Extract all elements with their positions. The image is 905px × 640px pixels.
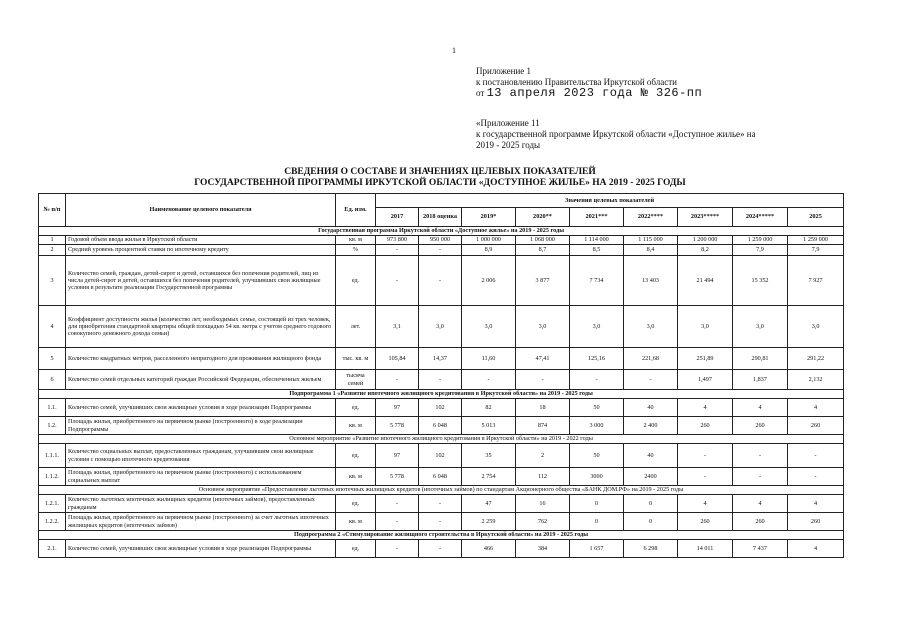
header-year: 2017 <box>376 208 419 227</box>
header-year: 2021*** <box>570 208 624 227</box>
value-cell: 466 <box>462 540 516 558</box>
value-cell: - <box>376 245 419 256</box>
row-number: 5 <box>39 348 66 370</box>
value-cell: 260 <box>678 417 733 435</box>
value-cell: 1 259 000 <box>733 236 788 245</box>
value-cell: 0 <box>570 513 624 531</box>
value-cell: 50 <box>570 444 624 468</box>
value-cell: 105,84 <box>376 348 419 370</box>
value-cell: 2 <box>516 444 570 468</box>
value-cell: 1,837 <box>733 370 788 390</box>
value-cell: 7 437 <box>733 540 788 558</box>
header-year: 2020** <box>516 208 570 227</box>
section-title: Основное мероприятие «Предоставление льготных ипотечных жилищных кредитов (ипотечных займов) по стандартам Акционерного общества «БАНК ДОМ.РФ» на 2019 - 2025 годы <box>39 486 844 495</box>
unit-cell: тысяча семей <box>336 370 376 390</box>
value-cell: 8,9 <box>462 245 516 256</box>
value-cell: 7,9 <box>788 245 844 256</box>
value-cell: 125,16 <box>570 348 624 370</box>
value-cell: 4 <box>678 399 733 417</box>
table-row <box>39 245 844 256</box>
unit-cell: кв. м <box>336 417 376 435</box>
value-cell: 4 <box>733 399 788 417</box>
header-num: № п/п <box>39 194 66 227</box>
value-cell: 40 <box>624 444 678 468</box>
value-cell: 6 048 <box>419 417 462 435</box>
value-cell: - <box>376 513 419 531</box>
value-cell: 6 048 <box>419 468 462 486</box>
value-cell: 15 352 <box>733 256 788 306</box>
document-title <box>60 167 820 189</box>
unit-cell: лет. <box>336 306 376 348</box>
value-cell: - <box>678 444 733 468</box>
value-cell: - <box>419 256 462 306</box>
value-cell: - <box>788 444 844 468</box>
table-row <box>39 540 844 558</box>
value-cell: 0 <box>624 513 678 531</box>
unit-cell: ед. <box>336 540 376 558</box>
title-line-1: СВЕДЕНИЯ О СОСТАВЕ И ЗНАЧЕНИЯХ ЦЕЛЕВЫХ ПОКАЗАТЕЛЕЙ <box>284 167 596 177</box>
header-year: 2019* <box>462 208 516 227</box>
value-cell: 8,7 <box>516 245 570 256</box>
value-cell: 1 068 000 <box>516 236 570 245</box>
page-number: 1 <box>452 46 456 55</box>
value-cell: - <box>376 495 419 513</box>
value-cell: 290,81 <box>733 348 788 370</box>
table-row <box>39 236 844 245</box>
indicator-name: Количество семей, граждан, детей-сирот и детей, оставшихся без попечения родителей, лиц из числа детей-сирот и детей, оставшихся без попечения родителей, улучшивших свои жилищные условия в результате реализации Государственной программы <box>66 256 336 306</box>
value-cell: 5 013 <box>462 417 516 435</box>
table-row <box>39 370 844 390</box>
section-row <box>39 531 844 540</box>
program-appendix-line2: к государственной программе Иркутской области «Доступное жилье» на <box>476 129 756 139</box>
value-cell: 11,60 <box>462 348 516 370</box>
unit-cell: кв. м <box>336 513 376 531</box>
indicator-name: Количество социальных выплат, предоставленных гражданам, улучшившим свои жилищные условия с помощью ипотечного кредитования <box>66 444 336 468</box>
row-number: 1.1. <box>39 399 66 417</box>
row-number: 1.2.1. <box>39 495 66 513</box>
appendix-label: Приложение 1 <box>476 66 532 76</box>
value-cell: 50 <box>570 399 624 417</box>
value-cell: 8,4 <box>624 245 678 256</box>
unit-cell: кв. м <box>336 468 376 486</box>
program-appendix-header <box>476 118 756 151</box>
value-cell: 4 <box>788 399 844 417</box>
value-cell: 1 114 000 <box>570 236 624 245</box>
indicator-name: Площадь жилья, приобретенного на первичном рынке (построенного) с использованием социальных выплат <box>66 468 336 486</box>
value-cell: - <box>733 444 788 468</box>
value-cell: 47 <box>462 495 516 513</box>
header-year: 2024***** <box>733 208 788 227</box>
row-number: 1.2. <box>39 417 66 435</box>
indicators-table <box>38 193 844 558</box>
value-cell: 3 877 <box>516 256 570 306</box>
value-cell: - <box>733 468 788 486</box>
unit-cell: ед. <box>336 495 376 513</box>
value-cell: 97 <box>376 444 419 468</box>
value-cell: 40 <box>624 399 678 417</box>
indicator-name: Коэффициент доступности жилья (количество лет, необходимых семье, состоящей из трех человек, для приобретения стандартной квартиры общей площадью 54 кв. метра с учетом среднего годового совокупного денежного дохода семьи) <box>66 306 336 348</box>
row-number: 1.2.2. <box>39 513 66 531</box>
unit-cell: % <box>336 245 376 256</box>
value-cell: - <box>419 370 462 390</box>
value-cell: 21 494 <box>678 256 733 306</box>
appendix-date-line <box>476 88 702 99</box>
value-cell: 13 403 <box>624 256 678 306</box>
value-cell: 950 000 <box>419 236 462 245</box>
appendix-resolution: к постановлению Правительства Иркутской области <box>476 77 677 87</box>
value-cell: 973 800 <box>376 236 419 245</box>
table-row <box>39 348 844 370</box>
section-title: Основное мероприятие «Развитие ипотечного жилищного кредитования в Иркутской области» на 2019 - 2022 годы <box>39 435 844 444</box>
value-cell: 5 778 <box>376 417 419 435</box>
value-cell: - <box>376 370 419 390</box>
header-year: 2025 <box>788 208 844 227</box>
value-cell: - <box>624 370 678 390</box>
unit-cell: тыс. кв. м <box>336 348 376 370</box>
indicator-name: Количество семей, улучшивших свои жилищные условия в ходе реализации Подпрограммы <box>66 540 336 558</box>
value-cell: 35 <box>462 444 516 468</box>
indicator-name: Площадь жилья, приобретенного на первичном рынке (построенного) за счет льготных ипотечных жилищных кредитов (ипотечных займов) <box>66 513 336 531</box>
value-cell: - <box>516 370 570 390</box>
value-cell: 0 <box>570 495 624 513</box>
row-number: 1 <box>39 236 66 245</box>
value-cell: 3,0 <box>624 306 678 348</box>
value-cell: 4 <box>788 495 844 513</box>
value-cell: 14 011 <box>678 540 733 558</box>
value-cell: 5 778 <box>376 468 419 486</box>
indicator-name: Средний уровень процентной ставки по ипотечному кредиту <box>66 245 336 256</box>
value-cell: 3,0 <box>516 306 570 348</box>
value-cell: 16 <box>516 495 570 513</box>
value-cell: 4 <box>788 540 844 558</box>
table-row <box>39 468 844 486</box>
value-cell: 3,0 <box>462 306 516 348</box>
table-row <box>39 495 844 513</box>
value-cell: - <box>376 540 419 558</box>
value-cell: 3,1 <box>376 306 419 348</box>
value-cell: 1 259 000 <box>788 236 844 245</box>
indicator-name: Количество квадратных метров, расселенного непригодного для проживания жилищного фонда <box>66 348 336 370</box>
value-cell: 221,68 <box>624 348 678 370</box>
value-cell: 4 <box>733 495 788 513</box>
section-row <box>39 390 844 399</box>
value-cell: 97 <box>376 399 419 417</box>
value-cell: - <box>462 370 516 390</box>
row-number: 3 <box>39 256 66 306</box>
value-cell: 3,0 <box>419 306 462 348</box>
indicator-name: Площадь жилья, приобретенного на первичном рынке (построенного) в ходе реализации Подпрограммы <box>66 417 336 435</box>
program-appendix-label: «Приложение 11 <box>476 118 540 128</box>
header-values-group: Значения целевых показателей <box>376 194 844 208</box>
value-cell: 251,89 <box>678 348 733 370</box>
value-cell: 8,5 <box>570 245 624 256</box>
value-cell: - <box>678 468 733 486</box>
header-unit: Ед. изм. <box>336 194 376 227</box>
table-row <box>39 256 844 306</box>
subsection-row <box>39 486 844 495</box>
value-cell: 3,0 <box>678 306 733 348</box>
value-cell: - <box>419 495 462 513</box>
row-number: 4 <box>39 306 66 348</box>
row-number: 1.1.2. <box>39 468 66 486</box>
value-cell: 260 <box>733 513 788 531</box>
header-name: Наименование целевого показателя <box>66 194 336 227</box>
value-cell: 82 <box>462 399 516 417</box>
value-cell: - <box>419 540 462 558</box>
unit-cell: ед. <box>336 399 376 417</box>
value-cell: 18 <box>516 399 570 417</box>
value-cell: 7 734 <box>570 256 624 306</box>
value-cell: 102 <box>419 399 462 417</box>
value-cell: 762 <box>516 513 570 531</box>
unit-cell: кв. м <box>336 236 376 245</box>
unit-cell: ед. <box>336 444 376 468</box>
value-cell: 1 657 <box>570 540 624 558</box>
value-cell: 291,22 <box>788 348 844 370</box>
value-cell: 6 298 <box>624 540 678 558</box>
value-cell: 3,0 <box>570 306 624 348</box>
value-cell: 4 <box>678 495 733 513</box>
value-cell: 260 <box>678 513 733 531</box>
value-cell: - <box>570 370 624 390</box>
indicator-name: Годовой объем ввода жилья в Иркутской области <box>66 236 336 245</box>
program-appendix-line3: 2019 - 2025 годы <box>476 140 541 150</box>
section-row <box>39 227 844 236</box>
value-cell: 2 754 <box>462 468 516 486</box>
value-cell: 1 115 000 <box>624 236 678 245</box>
section-title: Подпрограмма 2 «Стимулирование жилищного строительства в Иркутской области» на 2019 - 2025 годы <box>39 531 844 540</box>
value-cell: 2 259 <box>462 513 516 531</box>
value-cell: 8,2 <box>678 245 733 256</box>
value-cell: 47,41 <box>516 348 570 370</box>
value-cell: 3 000 <box>570 417 624 435</box>
date-prefix: от <box>476 88 485 98</box>
value-cell: 7,9 <box>733 245 788 256</box>
appendix-header <box>476 66 702 99</box>
value-cell: 874 <box>516 417 570 435</box>
table-row <box>39 513 844 531</box>
value-cell: 102 <box>419 444 462 468</box>
value-cell: 7 927 <box>788 256 844 306</box>
value-cell: - <box>788 468 844 486</box>
value-cell: 112 <box>516 468 570 486</box>
value-cell: 260 <box>788 417 844 435</box>
table-row <box>39 399 844 417</box>
value-cell: - <box>419 245 462 256</box>
value-cell: - <box>419 513 462 531</box>
value-cell: 3,0 <box>788 306 844 348</box>
value-cell: 1 000 000 <box>462 236 516 245</box>
value-cell: 1 200 000 <box>678 236 733 245</box>
indicator-name: Количество семей, улучшивших свои жилищные условия в ходе реализации Подпрограммы <box>66 399 336 417</box>
indicator-name: Количество льготных ипотечных жилищных кредитов (ипотечных займов), предоставленных гражданам <box>66 495 336 513</box>
table-row <box>39 417 844 435</box>
value-cell: 2 400 <box>624 417 678 435</box>
unit-cell: ед. <box>336 256 376 306</box>
row-number: 2 <box>39 245 66 256</box>
resolution-date: 13 апреля 2023 года № 326-пп <box>486 86 703 100</box>
section-title: Подпрограмма 1 «Развитие ипотечного жилищного кредитования в Иркутской области» на 2019 - 2025 годы <box>39 390 844 399</box>
header-year: 2018 оценка <box>419 208 462 227</box>
subsection-row <box>39 435 844 444</box>
table-row <box>39 306 844 348</box>
value-cell: 14,37 <box>419 348 462 370</box>
value-cell: 2400 <box>624 468 678 486</box>
row-number: 6 <box>39 370 66 390</box>
indicator-name: Количество семей отдельных категорий граждан Российской Федерации, обеспеченных жильем <box>66 370 336 390</box>
value-cell: - <box>376 256 419 306</box>
table-body <box>39 227 844 558</box>
title-line-2: ГОСУДАРСТВЕННОЙ ПРОГРАММЫ ИРКУТСКОЙ ОБЛАСТИ «ДОСТУПНОЕ ЖИЛЬЕ» НА 2019 - 2025 ГОДЫ <box>194 178 686 188</box>
header-year: 2022**** <box>624 208 678 227</box>
value-cell: 3,0 <box>733 306 788 348</box>
value-cell: 384 <box>516 540 570 558</box>
value-cell: 260 <box>733 417 788 435</box>
value-cell: 2 006 <box>462 256 516 306</box>
value-cell: 0 <box>624 495 678 513</box>
value-cell: 1,497 <box>678 370 733 390</box>
value-cell: 260 <box>788 513 844 531</box>
value-cell: 3000 <box>570 468 624 486</box>
row-number: 2.1. <box>39 540 66 558</box>
table-row <box>39 444 844 468</box>
section-title: Государственная программа Иркутской области «Доступное жилье» на 2019 - 2025 годы <box>39 227 844 236</box>
row-number: 1.1.1. <box>39 444 66 468</box>
value-cell: 2,132 <box>788 370 844 390</box>
header-year: 2023***** <box>678 208 733 227</box>
